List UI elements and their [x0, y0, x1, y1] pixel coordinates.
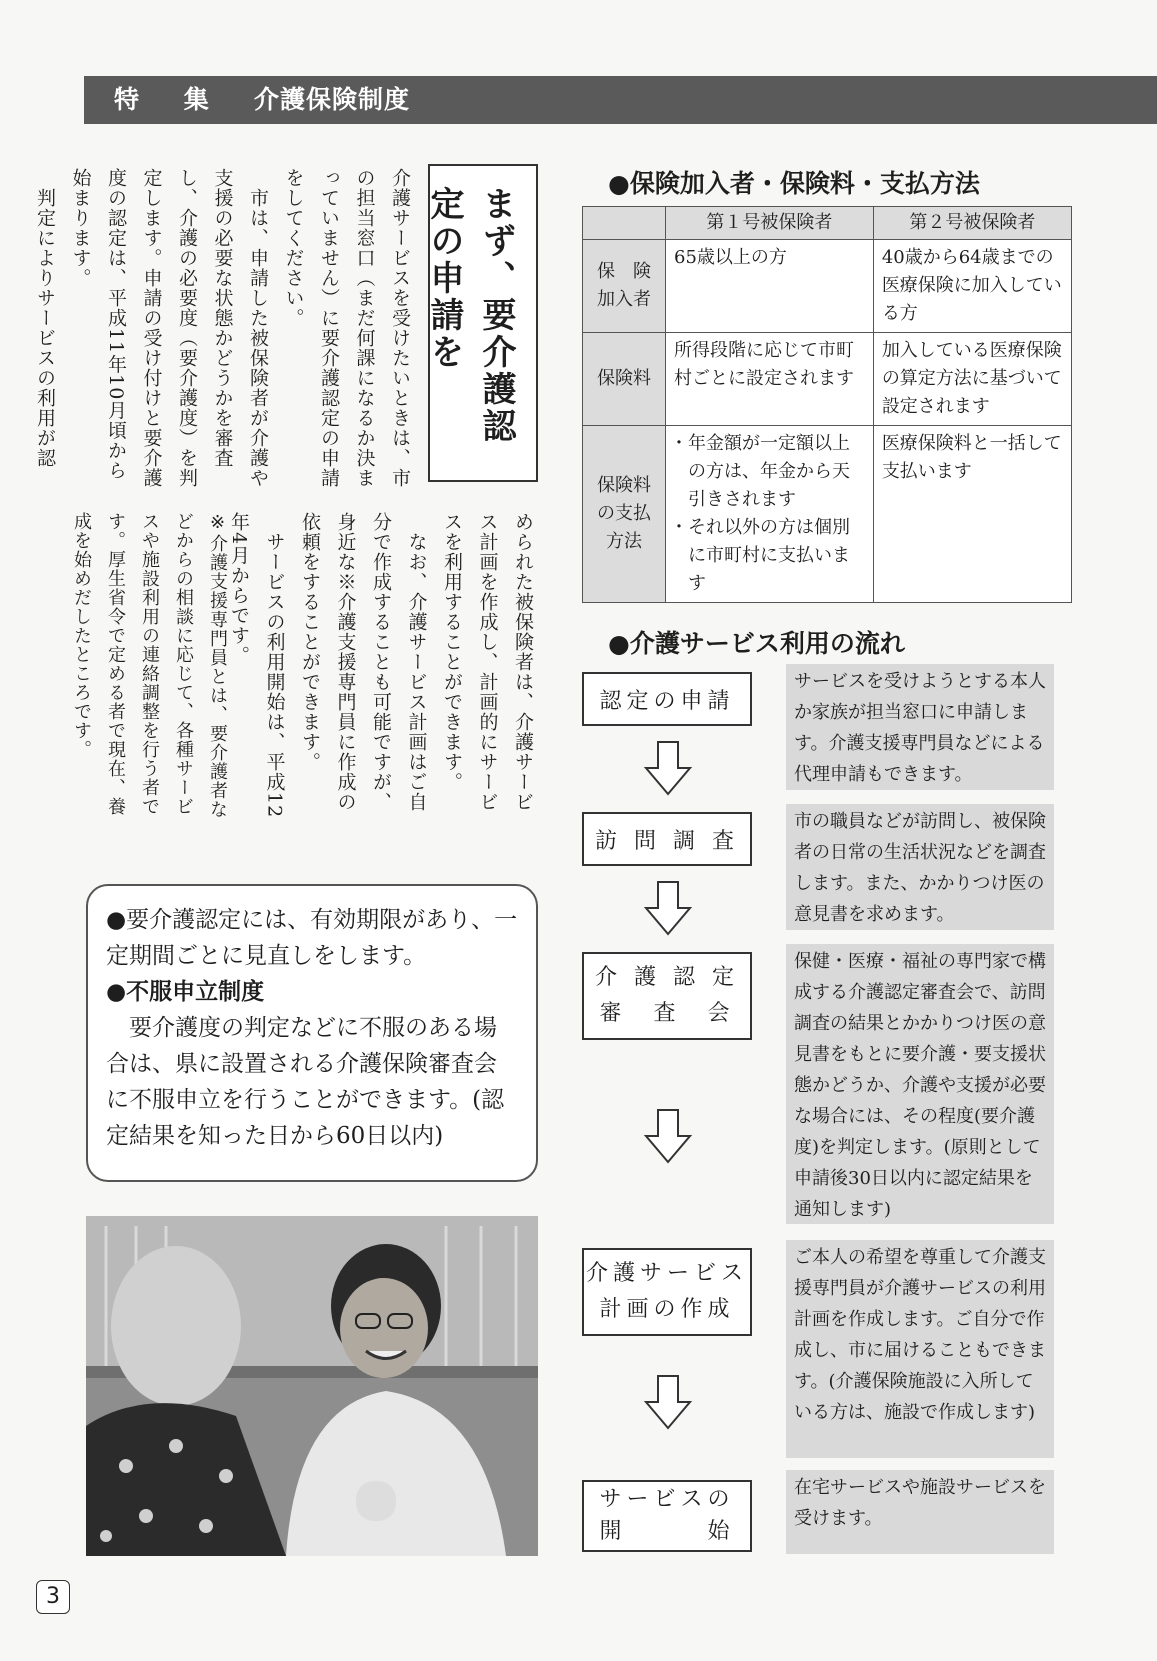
step-label-line2: 審 査 会: [599, 1001, 735, 1026]
table-corner: [583, 207, 666, 240]
insurance-section-title: ●保険加入者・保険料・支払方法: [608, 169, 980, 198]
step-care-plan: [582, 1248, 752, 1336]
table-cell: 65歳以上の方: [666, 240, 874, 333]
row-head: 保険料: [583, 333, 666, 426]
table-header: 第１号被保険者: [666, 207, 874, 240]
down-arrow-icon: [643, 740, 693, 796]
table-cell: 加入している医療保険の算定方法に基づいて設定されます: [873, 333, 1071, 426]
step-desc: ご本人の希望を尊重して介護支援専門員が介護サービスの利用計画を作成します。ご自分で作成し、市に届けることもできます。(介護保険施設に入所している方は、施設で作成します): [786, 1240, 1054, 1458]
table-cell: 所得段階に応じて市町村ごとに設定されます: [666, 333, 874, 426]
step-desc: 保健・医療・福祉の専門家で構成する介護認定審査会で、訪問調査の結果とかかりつけ医の意見書をもとに要介護・要支援状態かどうか、介護や支援が必要な場合には、その程度(要介護度)を判定します。(原則として申請後30日以内に認定結果を通知します): [786, 944, 1054, 1224]
table-cell: 医療保険料と一括して支払います: [873, 426, 1071, 603]
table-row: [583, 240, 1072, 333]
body-column-lower: められた被保険者は、介護サービス計画を作成し、計画的にサービスを利用することができます。 なお、介護サービス計画はご自分で作成することも可能ですが、身近な※介護支援専門員に作成の依頼をすることができます。 サービスの利用開始は、平成12年4月からです。: [228, 512, 534, 819]
step-label-line2: 開 始: [599, 1519, 735, 1544]
step-application: [582, 672, 752, 726]
table-row: [583, 426, 1072, 603]
step-visit-survey: [582, 812, 752, 866]
page-number: 3: [36, 1580, 70, 1614]
step-desc: 市の職員などが訪問し、被保険者の日常の生活状況などを調査します。また、かかりつけ医の意見書を求めます。: [786, 804, 1054, 930]
table-row: [583, 333, 1072, 426]
headline-box: [424, 164, 538, 482]
header-label-feature: 特 集: [114, 85, 227, 114]
notice-heading: ●不服申立制度: [106, 979, 265, 1005]
header-label-topic: 介護保険制度: [254, 85, 411, 114]
row-head: 保 険加入者: [583, 240, 666, 333]
photo-caregiver-with-elderly: [86, 1216, 538, 1556]
row-head: 保険料の支払方法: [583, 426, 666, 603]
step-desc: 在宅サービスや施設サービスを受けます。: [786, 1470, 1054, 1554]
flow-section-title: ●介護サービス利用の流れ: [608, 629, 905, 658]
step-desc: サービスを受けようとする本人か家族が担当窓口に申請します。介護支援専門員などによる代理申請もできます。: [786, 664, 1054, 790]
down-arrow-icon: [643, 1374, 693, 1430]
step-label-line1: 介 護 認 定: [595, 965, 739, 990]
footnote: ※介護支援専門員とは、要介護者などからの相談に応じて、各種サービスや施設利用の連絡調整を行う者です。厚生省令で定める者で現在、養成を始めだしたところです。: [71, 512, 228, 819]
step-label: 訪 問 調 査: [595, 828, 739, 854]
table-cell: [666, 426, 874, 603]
headline: まず、要介護認定の申請を: [424, 186, 516, 445]
table-cell: 40歳から64歳までの医療保険に加入している方: [873, 240, 1071, 333]
header-bar: [84, 76, 1157, 124]
step-service-start: [582, 1480, 752, 1552]
down-arrow-icon: [643, 1108, 693, 1164]
notice-body: 要介護度の判定などに不服のある場合は、県に設置される介護保険審査会に不服申立を行うことができます。(認定結果を知った日から60日以内): [106, 1015, 505, 1149]
step-label-line1: 介護サービス: [585, 1261, 748, 1286]
list-item: ・ それ以外の方は個別に市町村に支払います: [688, 514, 865, 598]
step-review-board: [582, 952, 752, 1040]
notice-validity: ●要介護認定には、有効期限があり、一定期間ごとに見直しをします。: [106, 907, 518, 969]
list-item: ・ 年金額が一定額以上の方は、年金から天引きされます: [688, 430, 865, 514]
table-header: 第２号被保険者: [873, 207, 1071, 240]
step-label-line1: サービスの: [599, 1487, 735, 1512]
down-arrow-icon: [643, 880, 693, 936]
step-label-line2: 計画の作成: [599, 1297, 735, 1322]
body-column-upper: 介護サービスを受けたいときは、市の担当窓口（まだ何課になるか決まっていません）に要介護認定の申請をしてください。 市は、申請した被保険者が介護や支援の必要な状態かどうかを審査し、介護の必要度（要介護度）を判定します。申請の受け付けと要介護度の認定は、平成11年10月頃から始まります。 判定によりサービスの利用が認: [34, 168, 411, 488]
step-label: 認定の申請: [599, 688, 735, 714]
notice-box: [86, 884, 538, 1182]
insurance-table: [582, 206, 1072, 603]
